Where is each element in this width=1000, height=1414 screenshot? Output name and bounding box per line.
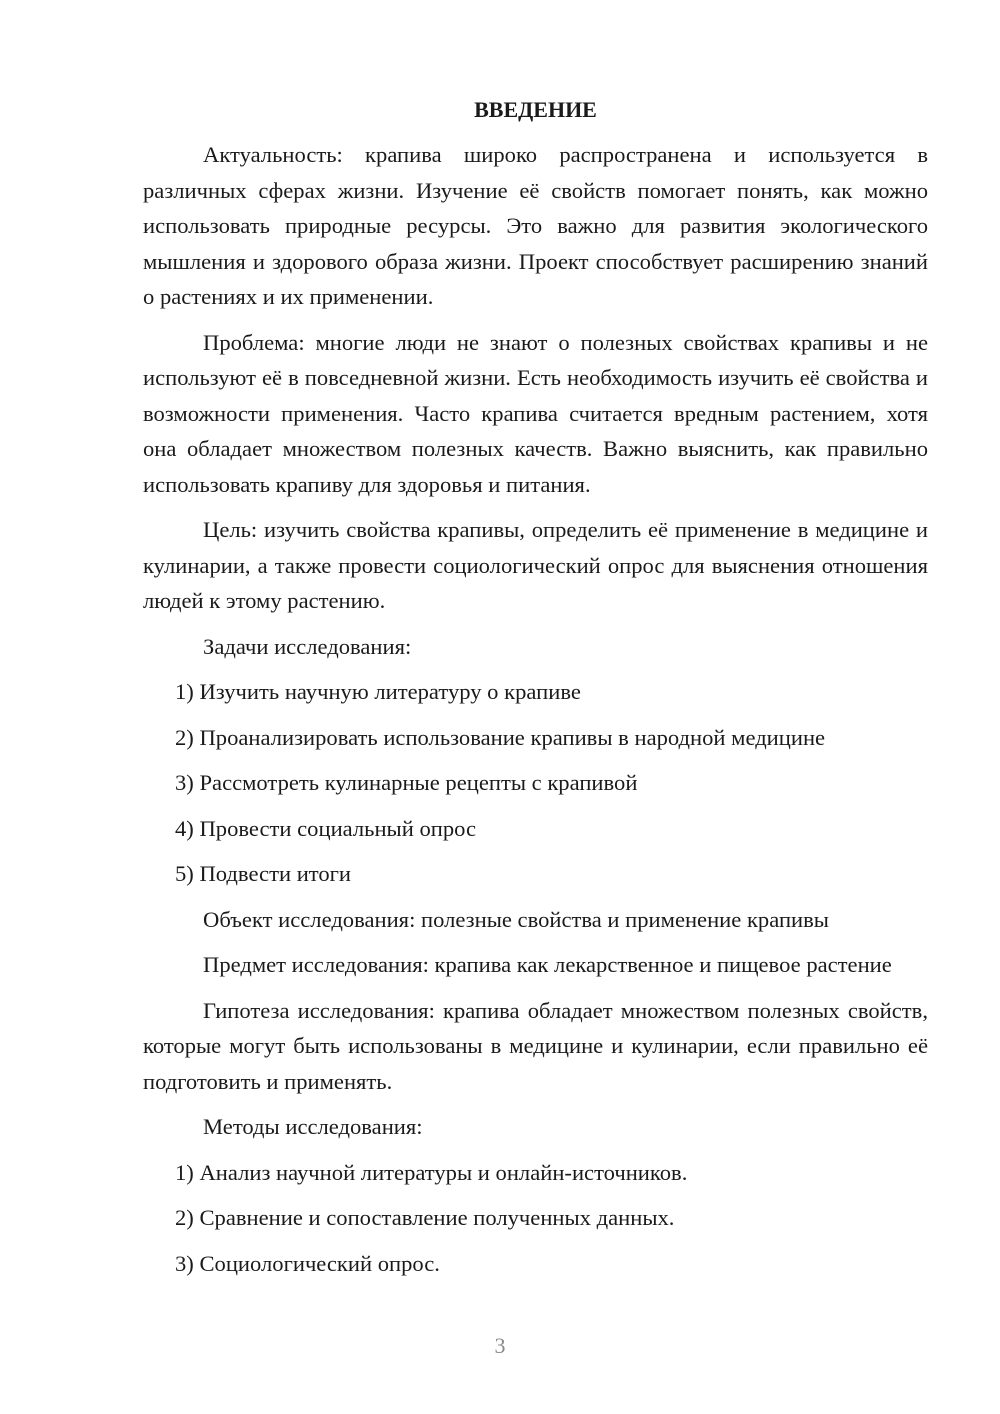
tasks-heading: Задачи исследования: <box>203 633 412 659</box>
goal-paragraph: Цель: изучить свойства крапивы, определить её применение в медицине и кулинарии, а также провести социологический опрос для выяснения отношения людей к этому растению. <box>143 517 928 613</box>
methods-list <box>143 1155 928 1282</box>
document-page <box>143 92 928 1291</box>
list-item: 4) Провести социальный опрос <box>175 815 477 841</box>
page-number: 3 <box>494 1333 506 1358</box>
list-item: 3) Рассмотреть кулинарные рецепты с крапивой <box>175 770 638 795</box>
hypothesis-paragraph: Гипотеза исследования: крапива обладает множеством полезных свойств, которые могут быть использованы в медицине и кулинарии, если правильно её подготовить и применять. <box>143 997 928 1094</box>
list-item: 1) Анализ научной литературы и онлайн-источников. <box>175 1159 688 1185</box>
list-item: 1) Изучить научную литературу о крапиве <box>175 679 581 704</box>
methods-heading: Методы исследования: <box>203 1114 423 1139</box>
problem-paragraph: Проблема: многие люди не знают о полезных свойствах крапивы и не используют её в повседневной жизни. Есть необходимость изучить её свойства и возможности применения. Часто крапива считается вредным растением, хотя она обладает множеством полезных качеств. Важно выяснить, как правильно использовать крапиву для здоровья и питания. <box>143 329 928 497</box>
tasks-list <box>143 674 928 892</box>
list-item: 3) Социологический опрос. <box>175 1250 440 1276</box>
list-item: 5) Подвести итоги <box>175 861 352 886</box>
object-line: Объект исследования: полезные свойства и применение крапивы <box>203 906 829 932</box>
list-item: 2) Проанализировать использование крапивы в народной медицине <box>175 724 826 750</box>
section-title: ВВЕДЕНИЕ <box>474 97 597 122</box>
relevance-paragraph: Актуальность: крапива широко распространена и используется в различных сферах жизни. Изучение её свойств помогает понять, как можно использовать природные ресурсы. Это важно для развития экологического мышления и здорового образа жизни. Проект способствует расширению знаний о растениях и их применении. <box>143 142 928 309</box>
subject-paragraph: Предмет исследования: крапива как лекарственное и пищевое растение <box>203 952 892 977</box>
list-item: 2) Сравнение и сопоставление полученных данных. <box>175 1205 675 1230</box>
